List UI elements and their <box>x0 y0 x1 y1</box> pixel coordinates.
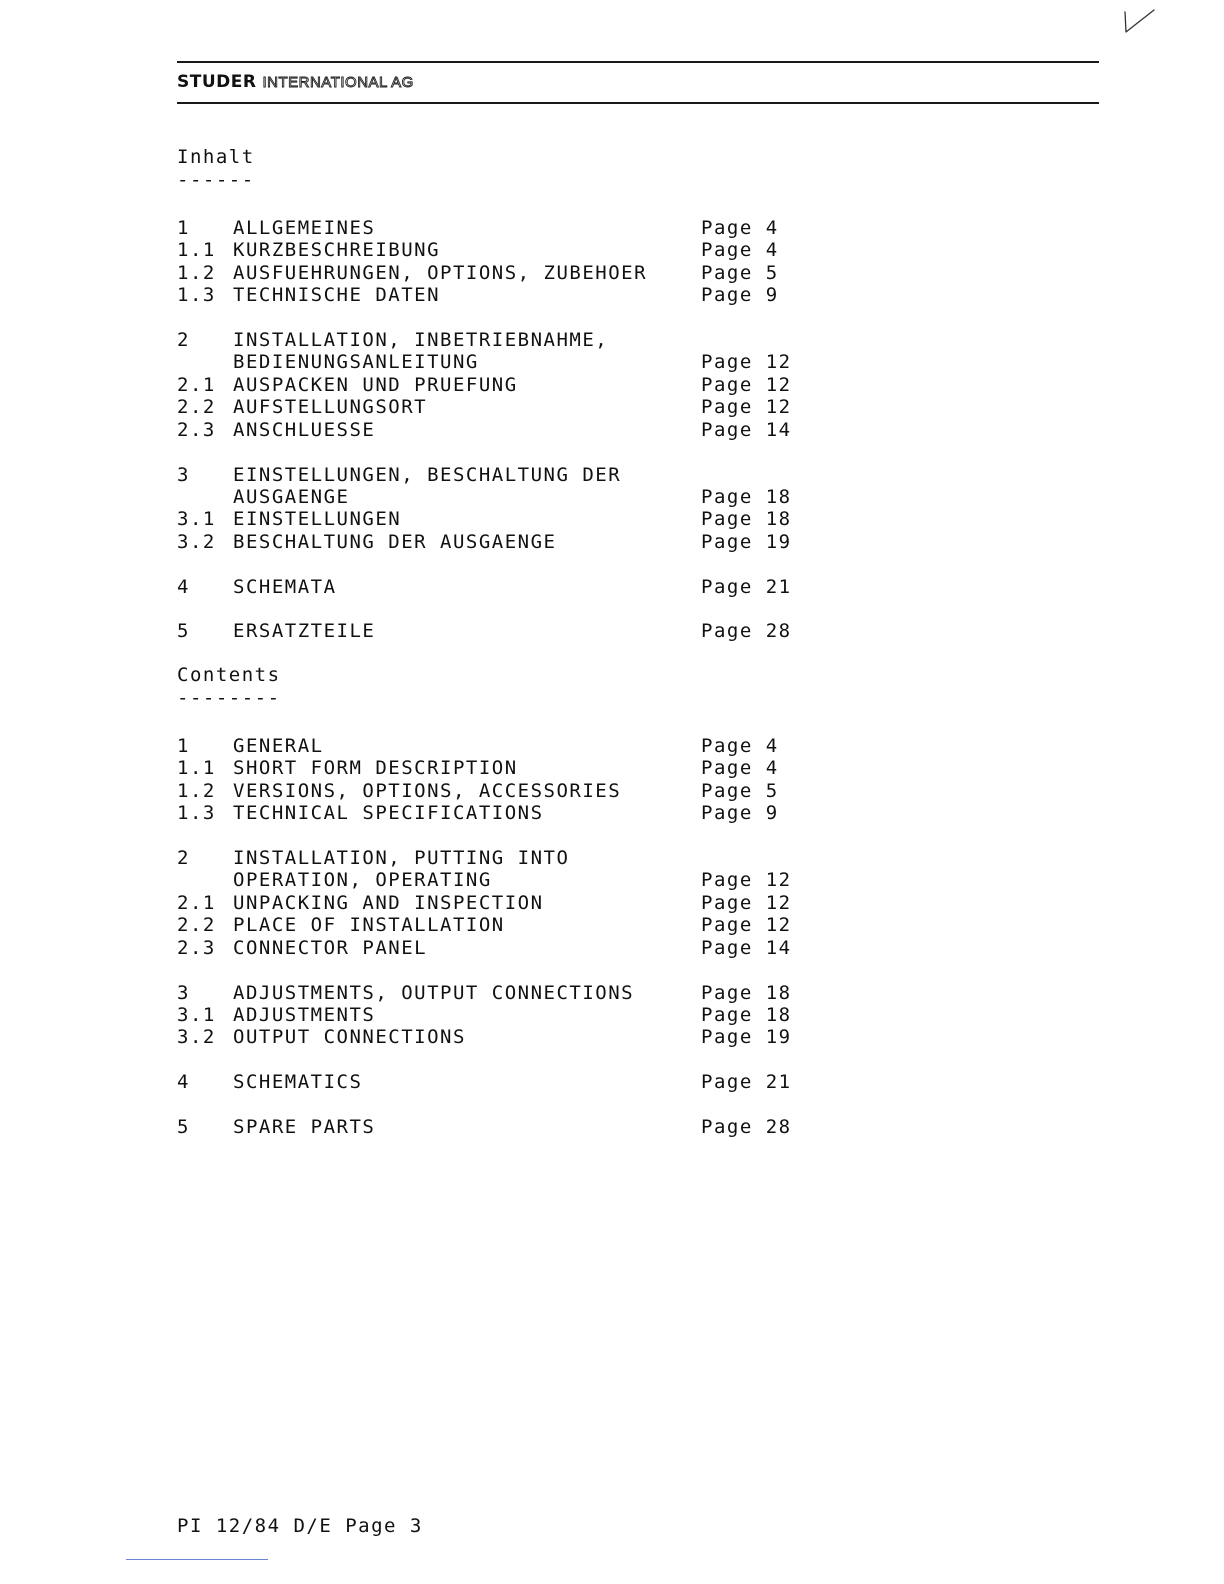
section-number: 1.3 <box>177 802 216 825</box>
page-reference: Page 4 <box>701 757 779 780</box>
section-title: ERSATZTEILE <box>233 620 376 643</box>
page-reference: Page 18 <box>701 508 792 531</box>
toc-row <box>177 847 877 869</box>
section-number: 3 <box>177 981 190 1004</box>
page-reference: Page 4 <box>701 239 779 262</box>
page-reference: Page 5 <box>701 261 779 284</box>
toc-row <box>177 892 877 914</box>
toc-row <box>177 351 877 373</box>
toc-group <box>177 464 877 554</box>
section-number: 3.1 <box>177 1003 216 1026</box>
section-number: 2.2 <box>177 914 216 937</box>
page-reference: Page 12 <box>701 396 792 419</box>
section-number: 5 <box>177 620 190 643</box>
toc-entries <box>177 735 877 1138</box>
page-reference: Page 12 <box>701 373 792 396</box>
toc-group <box>177 620 877 642</box>
heading-underline: ------ <box>177 169 255 191</box>
section-number: 4 <box>177 1071 190 1094</box>
page-footer: PI 12/84 D/E Page 3 <box>177 1515 423 1537</box>
page-reference: Page 12 <box>701 869 792 892</box>
page-reference: Page 28 <box>701 1116 792 1139</box>
brand-subtitle: INTERNATIONAL AG <box>262 73 414 91</box>
section-number: 1 <box>177 217 190 239</box>
section-title: PLACE OF INSTALLATION <box>233 914 505 937</box>
page-reference: Page 4 <box>701 735 779 757</box>
section-number: 1.1 <box>177 757 216 780</box>
toc-group <box>177 1071 877 1093</box>
toc-row <box>177 1071 877 1093</box>
section-number: 3.2 <box>177 530 216 553</box>
toc-row <box>177 508 877 530</box>
section-number: 2 <box>177 847 190 870</box>
section-number: 5 <box>177 1116 190 1139</box>
section-title: GENERAL <box>233 735 324 757</box>
toc-heading: Inhalt <box>177 146 255 168</box>
page-reference: Page 5 <box>701 779 779 802</box>
page-reference: Page 21 <box>701 575 792 598</box>
section-title: KURZBESCHREIBUNG <box>233 239 441 262</box>
section-title: TECHNISCHE DATEN <box>233 284 441 307</box>
page-reference: Page 14 <box>701 936 792 959</box>
toc-row <box>177 396 877 418</box>
section-number: 2 <box>177 329 190 352</box>
section-title: ALLGEMEINES <box>233 217 376 239</box>
section-title: SCHEMATICS <box>233 1071 363 1094</box>
header-rule-top <box>177 61 1099 63</box>
section-title: AUSPACKEN UND PRUEFUNG <box>233 373 518 396</box>
brand-name: STUDER <box>177 72 257 92</box>
toc-row <box>177 531 877 553</box>
page-reference: Page 9 <box>701 284 779 307</box>
toc-group <box>177 735 877 825</box>
section-number: 1.2 <box>177 779 216 802</box>
section-title: EINSTELLUNGEN, BESCHALTUNG DER <box>233 463 622 486</box>
section-number <box>177 869 233 891</box>
toc-row <box>177 239 877 261</box>
section-number: 3.1 <box>177 508 216 531</box>
toc-row <box>177 374 877 396</box>
section-number <box>177 486 233 508</box>
toc-row <box>177 217 877 239</box>
toc-heading: Contents <box>177 664 281 686</box>
toc-row <box>177 914 877 936</box>
section-number <box>177 351 233 373</box>
page-reference: Page 12 <box>701 351 792 374</box>
section-title: INSTALLATION, PUTTING INTO <box>233 847 570 870</box>
page-reference: Page 19 <box>701 530 792 553</box>
page-reference: Page 12 <box>701 891 792 914</box>
section-number: 1.3 <box>177 284 216 307</box>
section-number: 4 <box>177 575 190 598</box>
page-reference: Page 18 <box>701 485 792 508</box>
toc-row <box>177 1004 877 1026</box>
page-reference: Page 28 <box>701 620 792 643</box>
page-reference: Page 21 <box>701 1071 792 1094</box>
toc-row <box>177 464 877 486</box>
section-title: INSTALLATION, INBETRIEBNAHME, <box>233 329 609 352</box>
section-number: 2.1 <box>177 891 216 914</box>
page-reference: Page 18 <box>701 1003 792 1026</box>
section-number: 2.2 <box>177 396 216 419</box>
toc-english <box>177 663 877 1161</box>
toc-group <box>177 847 877 959</box>
section-title: ADJUSTMENTS, OUTPUT CONNECTIONS <box>233 981 635 1004</box>
section-title: SCHEMATA <box>233 575 337 598</box>
toc-row <box>177 329 877 351</box>
toc-entries <box>177 217 877 643</box>
toc-group <box>177 576 877 598</box>
section-title: EINSTELLUNGEN <box>233 508 402 531</box>
toc-group <box>177 982 877 1049</box>
section-title: OPERATION, OPERATING <box>233 869 492 892</box>
section-title: OUTPUT CONNECTIONS <box>233 1026 466 1049</box>
toc-row <box>177 284 877 306</box>
toc-row <box>177 486 877 508</box>
section-number: 1.2 <box>177 261 216 284</box>
section-title: BESCHALTUNG DER AUSGAENGE <box>233 530 557 553</box>
toc-row <box>177 802 877 824</box>
section-number: 3 <box>177 463 190 486</box>
section-title: AUSGAENGE <box>233 485 350 508</box>
company-logo <box>177 71 414 93</box>
toc-row <box>177 620 877 642</box>
section-number: 1.1 <box>177 239 216 262</box>
page-reference: Page 14 <box>701 418 792 441</box>
toc-row <box>177 1026 877 1048</box>
page-reference: Page 12 <box>701 914 792 937</box>
toc-row <box>177 576 877 598</box>
section-title: UNPACKING AND INSPECTION <box>233 891 544 914</box>
page-reference: Page 4 <box>701 217 779 239</box>
header-rule-bottom <box>177 102 1099 104</box>
toc-row <box>177 869 877 891</box>
section-title: SPARE PARTS <box>233 1116 376 1139</box>
toc-group <box>177 1116 877 1138</box>
toc-group <box>177 217 877 307</box>
page-reference: Page 18 <box>701 981 792 1004</box>
section-number: 1 <box>177 735 190 757</box>
section-title: AUFSTELLUNGSORT <box>233 396 428 419</box>
section-number: 2.1 <box>177 373 216 396</box>
toc-german <box>177 145 877 665</box>
section-title: ADJUSTMENTS <box>233 1003 376 1026</box>
section-title: VERSIONS, OPTIONS, ACCESSORIES <box>233 779 622 802</box>
toc-row <box>177 1116 877 1138</box>
handwritten-check-mark <box>1122 8 1156 34</box>
toc-row <box>177 982 877 1004</box>
toc-row <box>177 937 877 959</box>
page-reference: Page 19 <box>701 1026 792 1049</box>
toc-row <box>177 780 877 802</box>
section-number: 2.3 <box>177 418 216 441</box>
section-title: BEDIENUNGSANLEITUNG <box>233 351 479 374</box>
section-title: SHORT FORM DESCRIPTION <box>233 757 518 780</box>
section-title: CONNECTOR PANEL <box>233 936 428 959</box>
toc-row <box>177 262 877 284</box>
page-reference: Page 9 <box>701 802 779 825</box>
section-number: 2.3 <box>177 936 216 959</box>
scan-edge-line <box>126 1559 268 1560</box>
toc-group <box>177 329 877 441</box>
heading-underline: -------- <box>177 687 281 709</box>
toc-row <box>177 735 877 757</box>
section-title: ANSCHLUESSE <box>233 418 376 441</box>
section-title: TECHNICAL SPECIFICATIONS <box>233 802 544 825</box>
section-title: AUSFUEHRUNGEN, OPTIONS, ZUBEHOER <box>233 261 648 284</box>
toc-row <box>177 757 877 779</box>
toc-row <box>177 419 877 441</box>
section-number: 3.2 <box>177 1026 216 1049</box>
